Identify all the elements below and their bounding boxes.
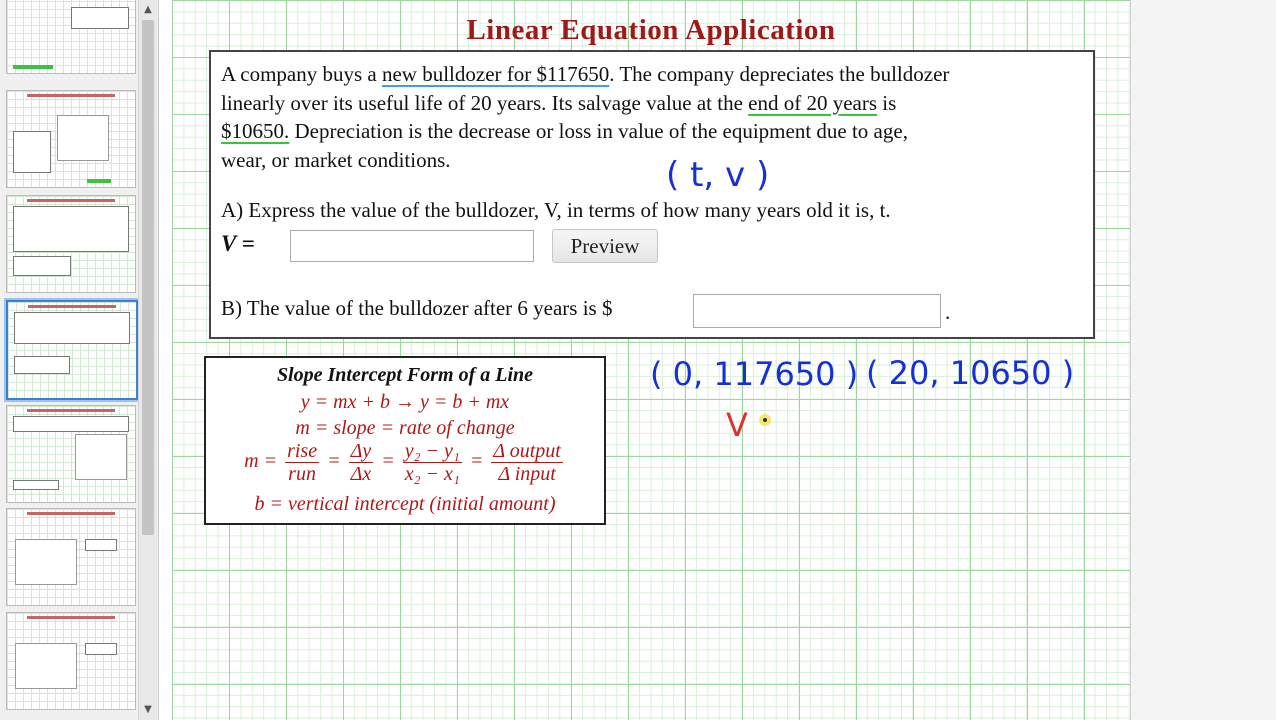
part-b-question: B) The value of the bulldozer after 6 years is $ — [221, 296, 613, 320]
scrollbar-thumb[interactable] — [142, 20, 154, 535]
slide-thumbnail-3[interactable] — [6, 195, 136, 293]
thumbnail-scrollbar[interactable] — [138, 0, 157, 720]
slide-canvas — [172, 0, 1130, 720]
slide-thumbnail-5[interactable] — [6, 405, 136, 503]
problem-statement: A company buys a new bulldozer for $117650. The company depreciates the bulldozer linearly over its useful life of 20 years. Its salvage value at the end of 20 years is $10650. Depreciation is the decrease or loss in value of the equipment due to age, wear, or market conditions. — [221, 62, 950, 172]
handwritten-annotations — [172, 0, 1130, 720]
annotation-point-2: ( 20, 10650 ) — [866, 354, 1075, 392]
two-point-slope: $\frac{\text{y₂ − y₁}}{\text{x₂ − x₁}}$ — [404, 440, 460, 485]
delta-y-over-delta-x: $\frac{\Delta y}{\Delta x}$ — [350, 440, 372, 485]
annotation-point-1: ( 0, 117650 ) — [650, 355, 859, 393]
scroll-up-icon[interactable]: ▲ — [144, 4, 152, 15]
page-title: Linear Equation Application — [466, 14, 836, 46]
slide-thumbnail-2[interactable] — [6, 90, 136, 188]
preview-button[interactable]: Preview — [552, 229, 658, 263]
underlined-salvage-value: $10650. — [221, 119, 290, 143]
annotation-v-mark: V — [726, 406, 748, 444]
formula-line-3: m = $\frac{\text{rise}}{\text{run}}$ = $\frac{\Delta y}{\Delta x}$ = $\frac{\text{y₂ − y₁}}{\text{x₂ − x₁}}$ = $\frac{\text{Δ output}}{\text{Δ input}}$ — [244, 440, 561, 485]
delta-output-over-input: $\frac{\text{Δ output}}{\text{Δ input}}$ — [493, 440, 561, 485]
slide-thumbnail-pane — [0, 0, 159, 720]
underlined-end-of-life: end of 20 years — [748, 90, 878, 115]
formula-line-4: b = vertical intercept (initial amount) — [254, 493, 556, 515]
mouse-cursor-icon — [763, 418, 767, 422]
v-equals-label: V = — [221, 231, 255, 256]
formula-title: Slope Intercept Form of a Line — [276, 364, 534, 386]
underlined-price: new bulldozer for $117650 — [381, 62, 610, 86]
formula-line-1: y = mx + b → y = b + mx — [300, 391, 510, 413]
formula-line-2: m = slope = rate of change — [295, 417, 515, 439]
right-margin — [1130, 0, 1276, 720]
slide-thumbnail-1[interactable] — [6, 0, 136, 74]
rise-over-run: $\frac{\text{rise}}{\text{run}}$ — [287, 440, 318, 485]
slide-thumbnail-7[interactable] — [6, 612, 136, 710]
part-b-period: . — [945, 300, 951, 324]
annotation-t-v: ( t, v ) — [666, 155, 770, 195]
part-a-question: A) Express the value of the bulldozer, V, in terms of how many years old it is, t. — [221, 198, 891, 222]
scroll-down-icon[interactable]: ▼ — [144, 704, 152, 715]
slide-thumbnail-6[interactable] — [6, 508, 136, 606]
slide-thumbnail-4-selected[interactable] — [6, 300, 138, 400]
